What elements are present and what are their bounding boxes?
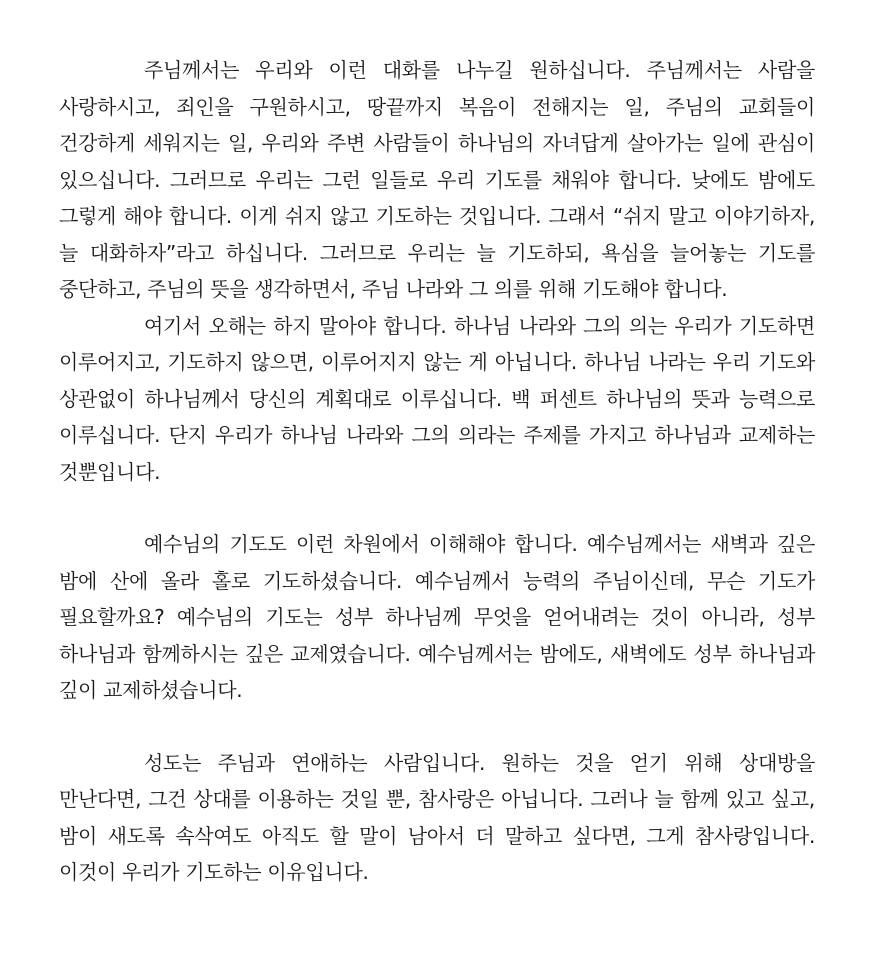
document-body [59, 52, 815, 891]
paragraph-spacer [59, 490, 815, 526]
paragraph-4: 성도는 주님과 연애하는 사람입니다. 원하는 것을 얻기 위해 상대방을 만난다면, 그건 상대를 이용하는 것일 뿐, 참사랑은 아닙니다. 그러나 늘 함께 있고 싶고, 밤이 새도록 속삭여도 아직도 할 말이 남아서 더 말하고 싶다면, 그게 참사랑입니다. 이것이 우리가 기도하는 이유입니다. [59, 750, 816, 884]
paragraph-spacer [59, 709, 815, 745]
paragraph-2: 여기서 오해는 하지 말아야 합니다. 하나님 나라와 그의 의는 우리가 기도하면 이루어지고, 기도하지 않으면, 이루어지지 않는 게 아닙니다. 하나님 나라는 우리 기도와 상관없이 하나님께서 당신의 계획대로 이루십니다. 백 퍼센트 하나님의 뜻과 능력으로 이루십니다. 단지 우리가 하나님 나라와 그의 의라는 주제를 가지고 하나님과 교제하는 것뿐입니다. [59, 313, 815, 484]
paragraph-1: 주님께서는 우리와 이런 대화를 나누길 원하십니다. 주님께서는 사람을 사랑하시고, 죄인을 구원하시고, 땅끝까지 복음이 전해지는 일, 주님의 교회들이 건강하게 세워지는 일, 우리와 주변 사람들이 하나님의 자녀답게 살아가는 일에 관심이 있으십니다. 그러므로 우리는 그런 일들로 우리 기도를 채워야 합니다. 낮에도 밤에도 그렇게 해야 합니다. 이게 쉬지 않고 기도하는 것입니다. 그래서 “쉬지 말고 이야기하자, 늘 대화하자”라고 하십니다. 그러므로 우리는 늘 기도하되, 욕심을 늘어놓는 기도를 중단하고, 주님의 뜻을 생각하면서, 주님 나라와 그 의를 위해 기도해야 합니다. [59, 58, 815, 301]
paragraph-3: 예수님의 기도도 이런 차원에서 이해해야 합니다. 예수님께서는 새벽과 깊은 밤에 산에 올라 홀로 기도하셨습니다. 예수님께서 능력의 주님이신데, 무슨 기도가 필요할까요? 예수님의 기도는 성부 하나님께 무엇을 얻어내려는 것이 아니라, 성부 하나님과 함께하시는 깊은 교제였습니다. 예수님께서는 밤에도, 새벽에도 성부 하나님과 깊이 교제하셨습니다. [59, 532, 815, 702]
